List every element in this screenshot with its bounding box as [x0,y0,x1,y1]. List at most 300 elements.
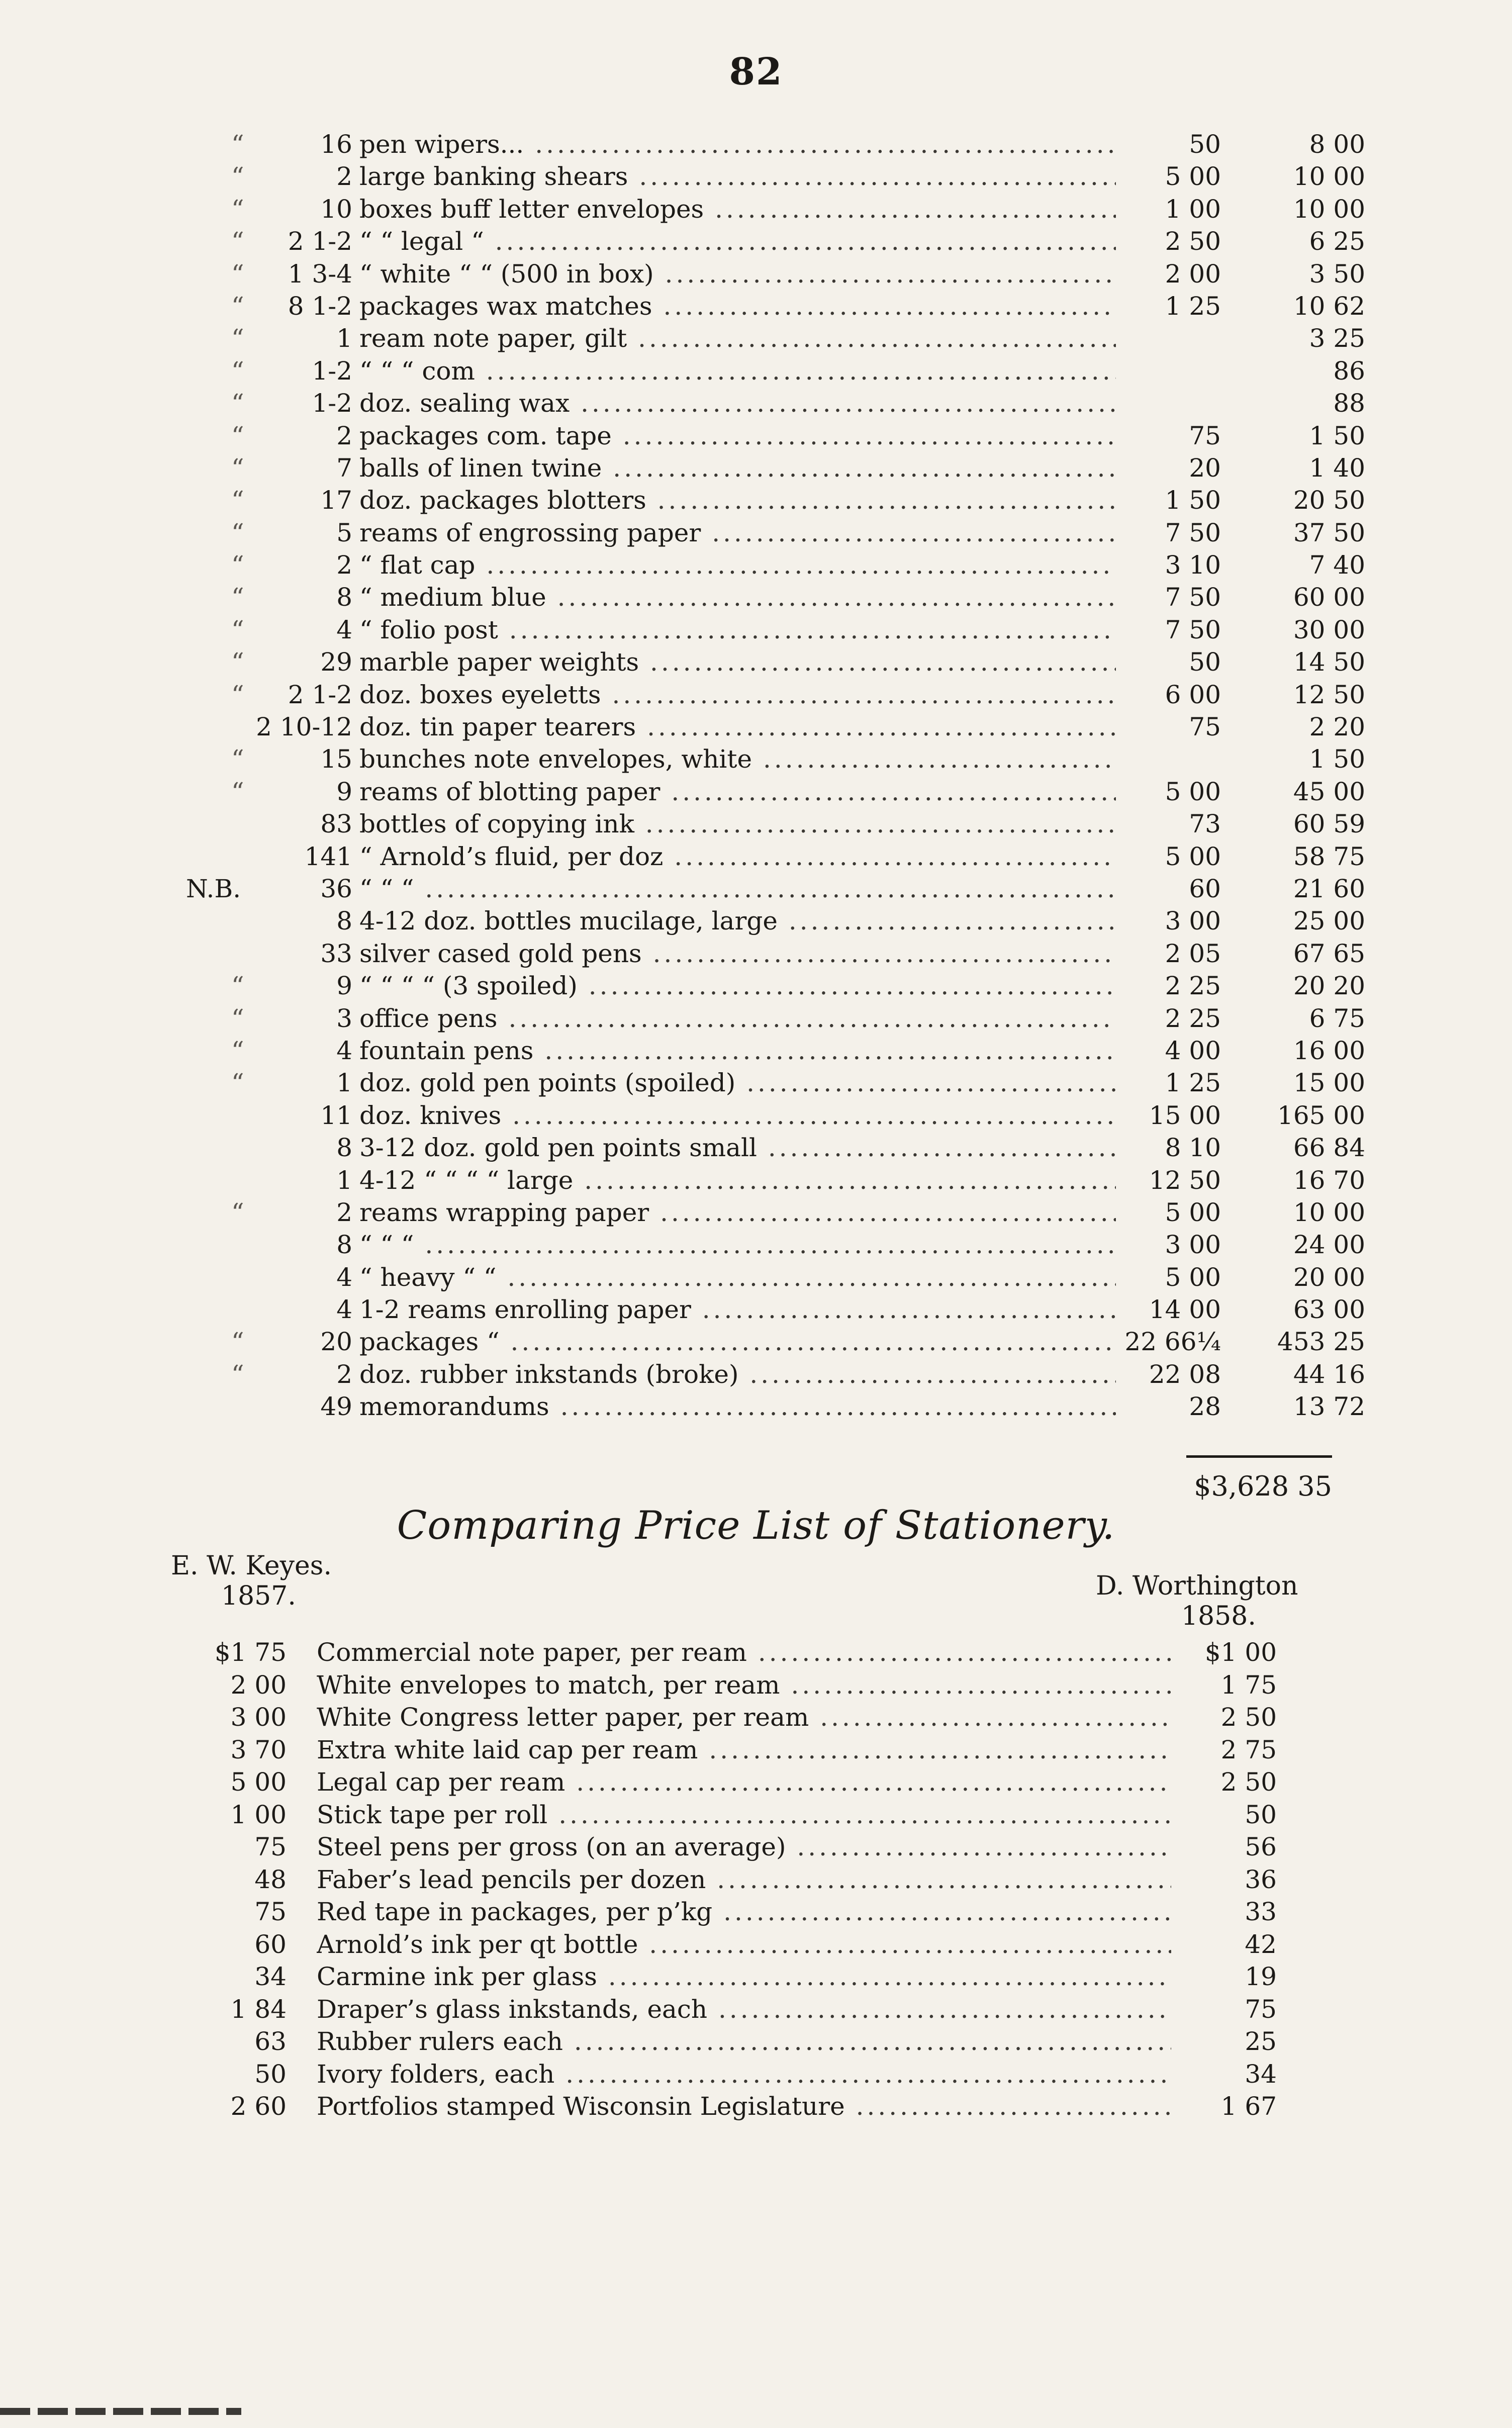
ditto-mark [171,1261,251,1293]
item-rate: 7 50 [1165,518,1221,547]
ditto-mark: “ [231,1068,244,1098]
item-amount: 60 00 [1293,583,1365,612]
item-quantity: 8 [336,583,352,612]
item-rate: 2 25 [1165,971,1221,1001]
item-amount: 7 40 [1309,550,1365,580]
price-1858: 1 75 [1220,1670,1277,1700]
item-amount: 30 00 [1293,615,1365,644]
price-item [317,1960,1171,1993]
price-item-text: Arnold’s ink per qt bottle [317,1929,638,1959]
ditto-mark: “ [231,130,244,159]
ditto-mark: “ [231,971,244,1001]
ditto-mark: “ [231,1359,244,1389]
item-rate: 2 05 [1165,939,1221,968]
price-item-text: Steel pens per gross (on an average) [317,1832,786,1861]
item-rate: 4 00 [1165,1036,1221,1065]
item-description [359,1132,1116,1164]
item-description [359,355,1116,387]
item-rate: 3 10 [1165,550,1221,580]
price-item [317,1993,1171,2026]
item-rate: 2 50 [1165,227,1221,256]
ditto-mark: “ [231,1036,244,1065]
item-description-text: packages com. tape [359,421,612,450]
item-quantity: 1 [336,324,352,353]
item-description-text: reams of engrossing paper [359,518,701,547]
price-item [317,1863,1171,1896]
item-description [359,1390,1116,1423]
item-rate [1116,355,1239,387]
price-item [317,2025,1171,2058]
total-rule [1186,1455,1332,1458]
item-amount: 66 84 [1293,1133,1365,1163]
item-rate: 50 [1189,647,1221,677]
item-rate: 50 [1189,130,1221,159]
price-1858: $1 00 [1204,1638,1277,1667]
item-description-text: “ Arnold’s fluid, per doz [359,842,664,871]
item-description-text: boxes buff letter envelopes [359,194,704,224]
price-item-text: Portfolios stamped Wisconsin Legislature [317,2092,845,2121]
item-description [359,581,1116,613]
ditto-mark: “ [231,194,244,224]
price-item [317,2090,1171,2123]
item-description [359,225,1116,257]
price-1857: 63 [254,2027,287,2056]
item-rate: 1 25 [1165,291,1221,321]
price-1857: 3 00 [230,1703,287,1732]
item-description [359,1035,1116,1067]
item-quantity: 2 [336,421,352,450]
item-quantity: 29 [320,647,352,677]
item-amount: 21 60 [1293,874,1365,903]
item-description-text: pen wipers... [359,130,524,159]
item-description [359,1229,1116,1261]
item-description-text: doz. knives [359,1100,502,1130]
price-1857: 1 84 [230,1994,287,2024]
item-description [359,970,1116,1002]
item-quantity: 4 [336,1295,352,1325]
price-item-text: Faber’s lead pencils per dozen [317,1864,706,1894]
item-amount: 15 00 [1293,1068,1365,1098]
item-amount: 58 75 [1293,842,1365,871]
item-quantity: 4 [336,1262,352,1292]
item-description [359,128,1116,160]
item-description-text: “ “ legal “ [359,227,484,256]
item-amount: 10 00 [1293,194,1365,224]
item-description-text: doz. rubber inkstands (broke) [359,1359,739,1389]
item-description-text: “ “ “ “ (3 spoiled) [359,971,578,1001]
item-description [359,711,1116,743]
price-1858: 56 [1245,1832,1277,1861]
price-item [317,1766,1171,1799]
item-description [359,743,1116,775]
item-description-text: balls of linen twine [359,453,602,483]
item-amount: 16 70 [1293,1165,1365,1195]
item-description [359,1067,1116,1099]
item-description [359,614,1116,646]
item-rate: 60 [1189,874,1221,903]
price-1857: 3 70 [230,1735,287,1764]
item-description-text: bottles of copying ink [359,809,634,839]
item-quantity: 8 [336,1133,352,1163]
ditto-mark: “ [231,680,244,709]
left-column-year: 1857. [221,1581,296,1611]
item-quantity: 1-2 [312,356,352,386]
ditto-mark: “ [231,227,244,256]
item-quantity: 8 [336,1230,352,1260]
item-rate: 15 00 [1149,1100,1221,1130]
item-quantity: 33 [320,939,352,968]
item-description-text: 4-12 “ “ “ “ large [359,1165,574,1195]
item-rate: 5 00 [1165,777,1221,806]
item-description-text: “ “ “ [359,874,414,903]
ditto-mark: “ [231,744,244,774]
ditto-mark: “ [231,324,244,353]
item-rate: 75 [1189,421,1221,450]
item-rate: 1 50 [1165,486,1221,515]
item-description [359,905,1116,937]
item-description [359,387,1116,419]
item-rate [1116,322,1239,354]
ditto-mark [171,808,251,840]
ditto-mark [171,1099,251,1132]
comparison-price-list [201,1636,1277,2123]
page-edge-mark [0,2408,241,2415]
item-rate: 6 00 [1165,680,1221,709]
item-description [359,322,1116,354]
item-rate: 7 50 [1165,615,1221,644]
right-column-header: D. Worthington [1096,1571,1298,1601]
ditto-mark: “ [231,162,244,192]
item-description [359,646,1116,678]
price-1858: 50 [1245,1800,1277,1829]
item-amount: 63 00 [1293,1295,1365,1325]
item-rate: 3 00 [1165,1230,1221,1260]
price-1858: 42 [1245,1929,1277,1959]
item-quantity: 10 [320,194,352,224]
ditto-mark [171,1132,251,1164]
item-quantity: 8 1-2 [288,291,352,321]
price-1857: 48 [254,1864,287,1894]
item-description-text: office pens [359,1003,498,1033]
ditto-mark: “ [231,1003,244,1033]
item-quantity: 1 3-4 [288,259,352,289]
item-quantity: 5 [336,518,352,547]
price-1858: 25 [1245,2027,1277,2056]
item-description [359,1099,1116,1132]
ditto-mark: “ [231,777,244,806]
price-item-text: Legal cap per ream [317,1767,565,1797]
item-description-text: “ flat cap [359,550,476,580]
item-amount: 8 00 [1309,130,1365,159]
ditto-mark [171,938,251,970]
ditto-mark: “ [231,356,244,386]
item-description [359,1164,1116,1196]
item-description [359,1196,1116,1229]
price-item [317,1636,1171,1669]
item-rate: 12 50 [1149,1165,1221,1195]
grand-total: $3,628 35 [1194,1470,1332,1502]
item-rate: 2 25 [1165,1003,1221,1033]
item-description [359,193,1116,225]
comparison-title: Comparing Price List of Stationery. [397,1503,1115,1548]
item-description-text: marble paper weights [359,647,639,677]
item-amount: 12 50 [1293,680,1365,709]
item-rate: 75 [1189,712,1221,742]
item-description-text: packages wax matches [359,291,652,321]
item-rate [1116,743,1239,775]
item-quantity: 49 [320,1392,352,1422]
price-item-text: White envelopes to match, per ream [317,1670,780,1700]
item-quantity: 9 [336,971,352,1001]
item-description-text: memorandums [359,1392,549,1422]
price-item-text: Draper’s glass inkstands, each [317,1994,708,2024]
item-description-text: reams wrapping paper [359,1197,649,1227]
item-amount: 86 [1333,356,1365,386]
item-amount: 1 40 [1309,453,1365,483]
ditto-mark: “ [231,389,244,418]
item-description-text: doz. gold pen points (spoiled) [359,1068,736,1098]
item-quantity: 36 [320,874,352,903]
price-item-text: Stick tape per roll [317,1800,548,1829]
ditto-mark: “ [231,1197,244,1227]
item-rate [1116,387,1239,419]
price-item [317,1928,1171,1961]
item-amount: 165 00 [1277,1100,1365,1130]
item-description-text: 4-12 doz. bottles mucilage, large [359,906,778,936]
item-amount: 88 [1333,389,1365,418]
item-amount: 20 20 [1293,971,1365,1001]
item-description-text: “ white “ “ (500 in box) [359,259,654,289]
item-description-text: doz. packages blotters [359,486,646,515]
item-amount: 10 00 [1293,1197,1365,1227]
item-amount: 6 25 [1309,227,1365,256]
item-description [359,517,1116,549]
price-item-text: Rubber rulers each [317,2027,563,2056]
item-quantity: 2 [336,550,352,580]
item-description [359,1261,1116,1293]
item-amount: 10 00 [1293,162,1365,192]
ditto-mark [171,1293,251,1326]
price-item [317,1701,1171,1734]
ditto-mark: “ [231,615,244,644]
item-rate: 20 [1189,453,1221,483]
item-quantity: 1-2 [312,389,352,418]
item-rate: 22 66¼ [1124,1327,1221,1357]
item-description-text: “ “ “ [359,1230,414,1260]
ditto-mark: “ [231,583,244,612]
item-description [359,258,1116,290]
price-1858: 2 75 [1220,1735,1277,1764]
item-rate: 8 10 [1165,1133,1221,1163]
ditto-mark: “ [231,550,244,580]
item-quantity: 17 [320,486,352,515]
item-description-text: “ heavy “ “ [359,1262,497,1292]
item-description-text: doz. sealing wax [359,389,570,418]
item-description-text: bunches note envelopes, white [359,744,752,774]
ditto-mark: “ [231,291,244,321]
price-item [317,1734,1171,1766]
item-rate: 22 08 [1149,1359,1221,1389]
item-rate: 5 00 [1165,162,1221,192]
item-rate: 3 00 [1165,906,1221,936]
left-column-header: E. W. Keyes. [171,1551,332,1581]
item-amount: 45 00 [1293,777,1365,806]
price-item-text: Ivory folders, each [317,2059,555,2089]
price-item [317,1669,1171,1702]
ditto-mark [171,711,251,743]
item-amount: 16 00 [1293,1036,1365,1065]
ditto-mark: “ [231,518,244,547]
item-description-text: silver cased gold pens [359,939,642,968]
item-quantity: 2 1-2 [288,227,352,256]
item-rate: 5 00 [1165,842,1221,871]
item-description-text: 1-2 reams enrolling paper [359,1295,691,1325]
right-column-year: 1858. [1181,1601,1256,1631]
price-1857: $1 75 [214,1638,287,1667]
item-quantity: 7 [336,453,352,483]
item-quantity: 141 [304,842,352,871]
item-rate: 14 00 [1149,1295,1221,1325]
item-quantity: 8 [336,906,352,936]
price-item-text: Extra white laid cap per ream [317,1735,698,1764]
ditto-mark: “ [231,259,244,289]
item-description [359,808,1116,840]
item-description [359,1326,1116,1358]
item-description-text: reams of blotting paper [359,777,660,806]
item-rate: 1 00 [1165,194,1221,224]
item-description-text: large banking shears [359,162,628,192]
item-amount: 13 72 [1293,1392,1365,1422]
price-item [317,1831,1171,1863]
item-amount: 1 50 [1309,744,1365,774]
price-item-text: Commercial note paper, per ream [317,1638,747,1667]
item-quantity: 2 [336,1359,352,1389]
item-amount: 20 50 [1293,486,1365,515]
price-1858: 19 [1245,1962,1277,1991]
price-1857: 2 60 [230,2092,287,2121]
item-quantity: 15 [320,744,352,774]
item-rate: 2 00 [1165,259,1221,289]
item-description [359,776,1116,808]
item-quantity: 16 [320,130,352,159]
item-description [359,938,1116,970]
item-quantity: 9 [336,777,352,806]
ditto-mark: “ [231,647,244,677]
price-1857: 75 [254,1897,287,1926]
ditto-mark: N.B. [186,874,241,903]
price-1857: 75 [254,1832,287,1861]
item-amount: 37 50 [1293,518,1365,547]
page-number: 82 [729,50,783,94]
item-description [359,679,1116,711]
item-description-text: packages “ [359,1327,500,1357]
ditto-mark: “ [231,1327,244,1357]
inventory-ledger [171,128,1367,1423]
item-amount: 24 00 [1293,1230,1365,1260]
price-item [317,1896,1171,1928]
ditto-mark [171,1390,251,1423]
item-amount: 20 00 [1293,1262,1365,1292]
price-1857: 50 [254,2059,287,2089]
item-amount: 44 16 [1293,1359,1365,1389]
item-rate: 73 [1189,809,1221,839]
item-description [359,873,1116,905]
item-description-text: fountain pens [359,1036,534,1065]
price-item-text: Red tape in packages, per p’kg [317,1897,713,1926]
item-description [359,841,1116,873]
item-description-text: doz. boxes eyeletts [359,680,601,709]
item-description [359,549,1116,581]
item-description [359,160,1116,193]
item-quantity: 11 [320,1100,352,1130]
item-amount: 14 50 [1293,647,1365,677]
price-1858: 1 67 [1220,2092,1277,2121]
item-quantity: 2 10-12 [256,712,352,742]
item-amount: 3 50 [1309,259,1365,289]
item-amount: 1 50 [1309,421,1365,450]
item-quantity: 83 [320,809,352,839]
item-description-text: “ folio post [359,615,498,644]
item-rate: 28 [1189,1392,1221,1422]
item-rate: 7 50 [1165,583,1221,612]
item-quantity: 1 [336,1165,352,1195]
item-quantity: 2 [336,1197,352,1227]
item-description-text: ream note paper, gilt [359,324,627,353]
ditto-mark [171,1229,251,1261]
item-description [359,452,1116,484]
price-1858: 36 [1245,1864,1277,1894]
item-amount: 3 25 [1309,324,1365,353]
item-quantity: 4 [336,615,352,644]
price-1857: 2 00 [230,1670,287,1700]
item-quantity: 20 [320,1327,352,1357]
item-quantity: 1 [336,1068,352,1098]
price-item [317,1799,1171,1831]
price-item-text: White Congress letter paper, per ream [317,1703,809,1732]
item-amount: 6 75 [1309,1003,1365,1033]
item-quantity: 2 [336,162,352,192]
item-description [359,1358,1116,1390]
price-1858: 2 50 [1220,1767,1277,1797]
item-description [359,1002,1116,1035]
item-description [359,420,1116,452]
price-item [317,2058,1171,2091]
price-1857: 5 00 [230,1767,287,1797]
price-item-text: Carmine ink per glass [317,1962,597,1991]
item-quantity: 4 [336,1036,352,1065]
item-amount: 25 00 [1293,906,1365,936]
item-rate: 1 25 [1165,1068,1221,1098]
item-description-text: 3-12 doz. gold pen points small [359,1133,757,1163]
item-amount: 67 65 [1293,939,1365,968]
item-description [359,290,1116,322]
item-quantity: 2 1-2 [288,680,352,709]
item-amount: 2 20 [1309,712,1365,742]
item-amount: 453 25 [1277,1327,1365,1357]
item-amount: 10 62 [1293,291,1365,321]
item-amount: 60 59 [1293,809,1365,839]
ditto-mark: “ [231,453,244,483]
item-description [359,1293,1116,1326]
item-description-text: “ “ “ com [359,356,475,386]
ditto-mark [171,905,251,937]
ditto-mark [171,841,251,873]
ditto-mark [171,1164,251,1196]
item-description [359,484,1116,516]
item-description-text: “ medium blue [359,583,546,612]
price-1858: 34 [1245,2059,1277,2089]
price-1858: 75 [1245,1994,1277,2024]
